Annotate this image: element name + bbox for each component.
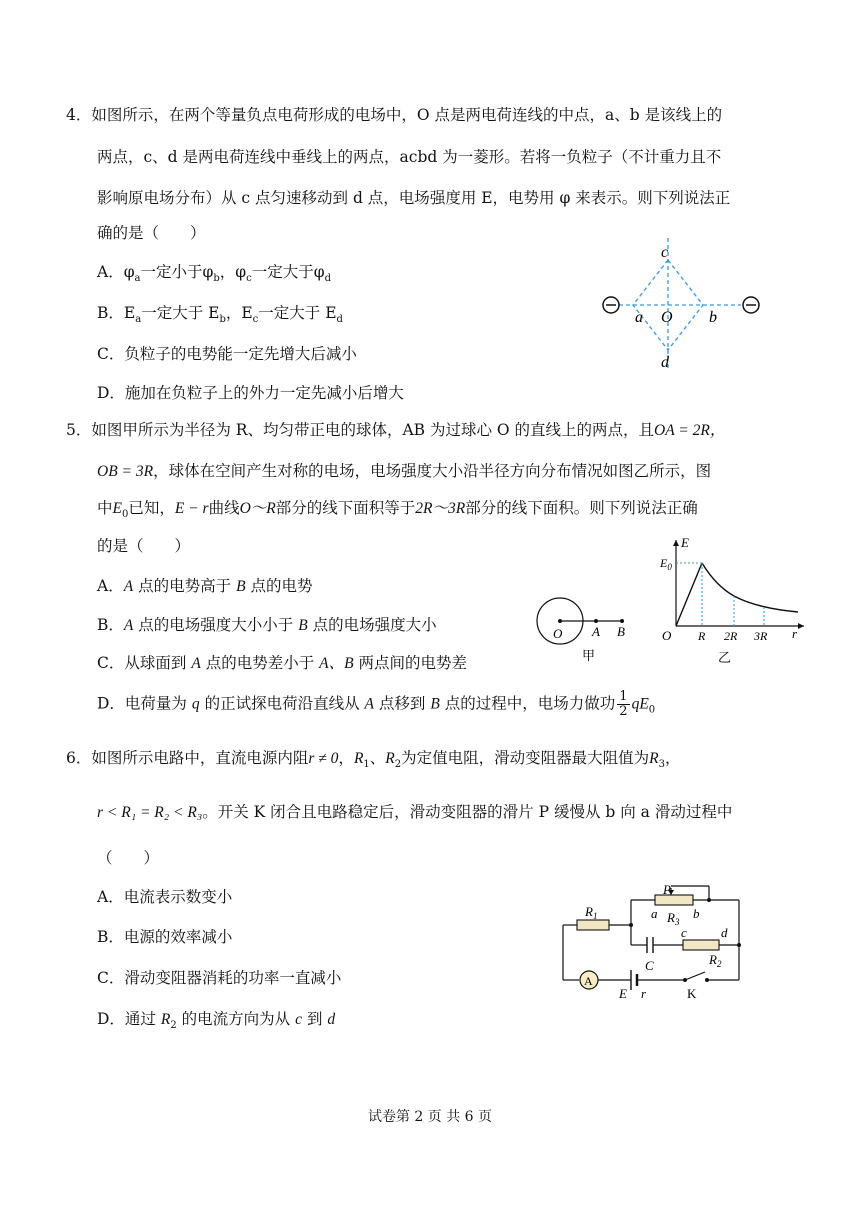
q5-option-b: B．A 点的电场强度大小小于 B 点的电场强度大小 — [97, 616, 437, 634]
fraction-one-half: $\frac{1}{2}$ — [619, 689, 628, 719]
svg-text:R2: $R_2$ — [709, 952, 722, 969]
q6-option-d: D．通过 $R_2$ 的电流方向为从 c 到 d — [97, 1010, 336, 1032]
tick-2R: 2R — [724, 629, 738, 643]
q5-stem-line3: 中$E_0$已知，E − r曲线O～R部分的线下面积等于2R～3R部分的线下面积。则下列说法正确 — [97, 499, 698, 521]
q5-option-d: D．电荷量为 q 的正试探电荷沿直线从 A 点移到 B 点的过程中，电场力做功 $\frac{1}{2}$ $qE_0$ — [97, 689, 656, 719]
q4-stem-line1: 4．如图所示，在两个等量负点电荷形成的电场中，O 点是两电荷连线的中点，a、b 是该线上的 — [66, 106, 723, 124]
label-d: d — [661, 354, 669, 371]
svg-text:K: K — [687, 986, 697, 1000]
q4-option-a: A．$\varphi_a$一定小于$\varphi_b$，$\varphi_c$一定大于$\varphi_d$ — [97, 263, 332, 285]
page-footer: 试卷第 2 页 共 6 页 — [367, 1109, 493, 1125]
q4-option-d: D．施加在负粒子上的外力一定先减小后增大 — [97, 384, 404, 402]
q6-circuit-diagram — [555, 880, 755, 1000]
resistor-R2 — [683, 940, 719, 950]
svg-text:C: C — [645, 958, 654, 973]
origin-label: O — [662, 628, 672, 643]
q4-stem-line4: 确的是（ ） — [97, 224, 206, 242]
svg-text:R1: $R_1$ — [585, 904, 598, 921]
caption-jia: 甲 — [582, 648, 596, 663]
label-A: A — [592, 624, 600, 639]
q5-sphere-diagram — [532, 596, 632, 668]
q4-rhombus-diagram — [595, 238, 775, 372]
svg-text:r: r — [641, 986, 647, 1000]
svg-text:a: a — [651, 906, 658, 921]
q5-stem-line1: 5．如图甲所示为半径为 R、均匀带正电的球体，AB 为过球心 O 的直线上的两点，且OA = 2R， — [66, 421, 726, 439]
svg-text:d: d — [721, 925, 728, 940]
q4-option-c: C．负粒子的电势能一定先增大后减小 — [97, 345, 357, 363]
label-B: B — [617, 624, 625, 639]
q6-stem-line3: （ ） — [97, 849, 160, 867]
svg-text:b: b — [693, 906, 700, 921]
q5-stem-line4: 的是（ ） — [97, 537, 191, 555]
svg-text:P: P — [663, 882, 671, 897]
axis-E-label: E — [681, 536, 689, 550]
switch-K-icon — [685, 972, 705, 980]
resistor-R1 — [577, 920, 609, 930]
q6-option-c: C．滑动变阻器消耗的功率一直减小 — [97, 969, 342, 987]
tick-3R: 3R — [754, 629, 768, 643]
rheostat-R3 — [655, 895, 693, 905]
q5-option-c: C．从球面到 A 点的电势差小于 A、B 两点间的电势差 — [97, 654, 468, 672]
q5-field-graph — [656, 536, 808, 668]
E0-label: $E_0$ — [660, 556, 672, 572]
q4-option-b: B．$E_a$一定大于 $E_b$，$E_c$一定大于 $E_d$ — [97, 304, 343, 326]
label-c: c — [661, 244, 669, 261]
q5-option-a: A．A 点的电势高于 B 点的电势 — [97, 577, 313, 595]
svg-text:A: A — [584, 974, 593, 988]
q5-stem-line2: OB = 3R，球体在空间产生对称的电场，电场强度大小沿半径方向分布情况如图乙所示，图 — [97, 462, 712, 480]
label-O: O — [553, 626, 563, 641]
caption-yi: 乙 — [718, 650, 732, 665]
q4-stem-line2: 两点，c、d 是两电荷连线中垂线上的两点，acbd 为一菱形。若将一负粒子（不计重力且不 — [97, 148, 722, 166]
axis-r-label: r — [792, 626, 798, 641]
q6-stem-line2: r < R₁ = R₂ < R₃。开关 K 闭合且电路稳定后，滑动变阻器的滑片 P 缓慢从 b 向 a 滑动过程中 — [97, 803, 733, 821]
label-a: a — [635, 309, 643, 326]
q6-option-a: A．电流表示数变小 — [97, 888, 233, 906]
q4-stem-line3: 影响原电场分布）从 c 点匀速移动到 d 点，电场强度用 E，电势用 φ 来表示。则下列说法正 — [97, 189, 731, 207]
q6-option-b: B．电源的效率减小 — [97, 928, 233, 946]
svg-text:c: c — [681, 925, 687, 940]
tick-R: R — [698, 629, 706, 643]
svg-text:R3: $R_3$ — [667, 910, 680, 927]
label-b: b — [709, 309, 717, 326]
svg-text:E: E — [619, 986, 627, 1000]
q6-stem-line1: 6．如图所示电路中，直流电源内阻r ≠ 0，$R_1$、$R_2$为定值电阻，滑动变阻器最大阻值为$R_3$， — [66, 749, 681, 771]
label-O: O — [661, 309, 673, 326]
